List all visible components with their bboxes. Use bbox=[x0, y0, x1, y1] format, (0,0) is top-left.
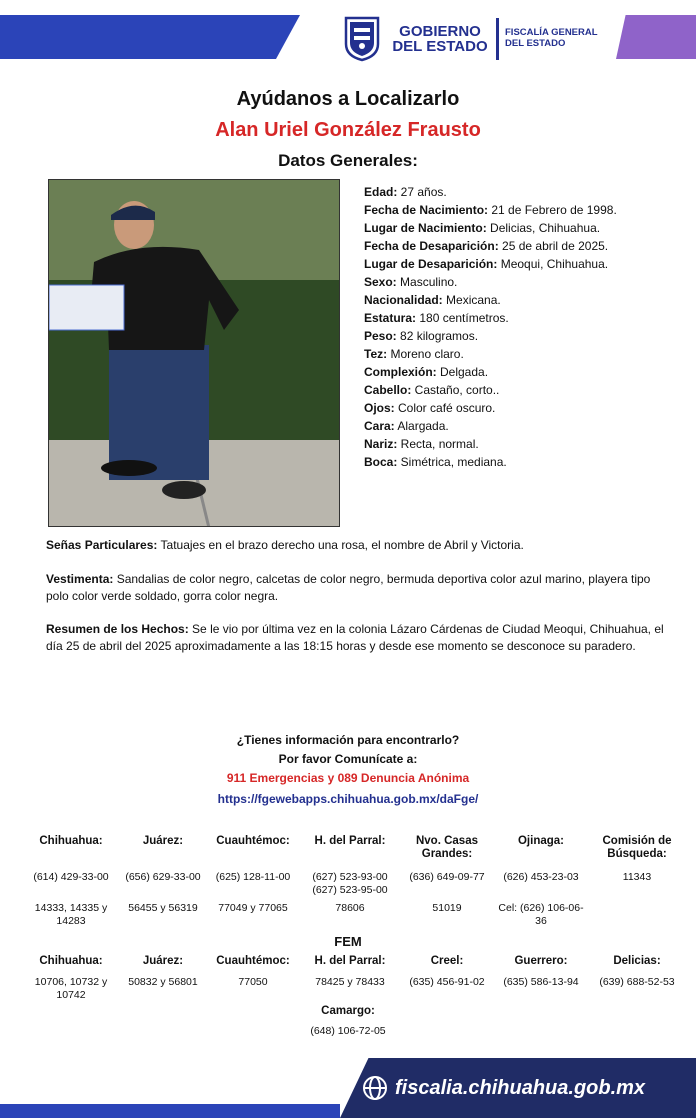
datos-row bbox=[364, 345, 617, 363]
resumen-hechos bbox=[46, 621, 666, 655]
datos-value: Recta, normal. bbox=[397, 437, 479, 451]
office-phone: (614) 429-33-00 bbox=[33, 871, 109, 883]
senas-label: Señas Particulares: bbox=[46, 538, 158, 552]
datos-row bbox=[364, 417, 617, 435]
datos-row bbox=[364, 363, 617, 381]
logo-divider bbox=[496, 18, 499, 60]
header-blue-bar bbox=[0, 15, 300, 59]
fem-header: Chihuahua: bbox=[39, 955, 103, 967]
datos-row bbox=[364, 309, 617, 327]
datos-label: Complexión: bbox=[364, 365, 437, 379]
office-phone: (627) 523-93-00 (627) 523-95-00 bbox=[312, 871, 388, 896]
datos-label: Boca: bbox=[364, 455, 398, 469]
datos-label: Cara: bbox=[364, 419, 395, 433]
contact-please: Por favor Comunícate a: bbox=[278, 752, 418, 766]
datos-value: 27 años. bbox=[397, 185, 447, 199]
fiscalia-logo-text bbox=[505, 27, 598, 49]
footer-website-link[interactable]: fiscalia.chihuahua.gob.mx bbox=[395, 1077, 646, 1099]
page-title: Ayúdanos a Localizarlo bbox=[236, 88, 460, 110]
datos-label: Edad: bbox=[364, 185, 398, 199]
datos-label: Lugar de Nacimiento: bbox=[364, 221, 487, 235]
camargo-label: Camargo: bbox=[321, 1005, 375, 1017]
datos-row bbox=[364, 273, 617, 291]
datos-row bbox=[364, 237, 617, 255]
fem-header: Juárez: bbox=[142, 955, 184, 967]
datos-label: Nariz: bbox=[364, 437, 398, 451]
datos-value: Color café oscuro. bbox=[394, 401, 496, 415]
datos-value: Castaño, corto.. bbox=[411, 383, 500, 397]
office-extension: 51019 bbox=[432, 902, 462, 914]
datos-generales-heading: Datos Generales: bbox=[278, 151, 418, 170]
fiscalia-line1: FISCALÍA GENERAL bbox=[505, 27, 598, 38]
fem-value: (635) 456-91-02 bbox=[409, 976, 485, 988]
office-header: H. del Parral: bbox=[314, 835, 386, 847]
senas-value: Tatuajes en el brazo derecho una rosa, el nombre de Abril y Victoria. bbox=[157, 538, 524, 552]
datos-label: Fecha de Nacimiento: bbox=[364, 203, 489, 217]
datos-value: 21 de Febrero de 1998. bbox=[488, 203, 617, 217]
datos-value: Alargada. bbox=[394, 419, 449, 433]
datos-label: Fecha de Desaparición: bbox=[364, 239, 499, 253]
emergency-numbers: 911 Emergencias y 089 Denuncia Anónima bbox=[226, 771, 470, 785]
fem-value: 10706, 10732 y 10742 bbox=[34, 976, 108, 1001]
office-extension: 78606 bbox=[335, 902, 365, 914]
fem-header: Cuauhtémoc: bbox=[216, 955, 290, 967]
gov-line1: GOBIERNO bbox=[399, 23, 481, 40]
fem-value: 50832 y 56801 bbox=[128, 976, 198, 988]
datos-value: Meoqui, Chihuahua. bbox=[497, 257, 609, 271]
office-extension: 77049 y 77065 bbox=[218, 902, 288, 914]
datos-label: Peso: bbox=[364, 329, 397, 343]
contact-question: ¿Tienes información para encontrarlo? bbox=[236, 733, 460, 747]
office-header: Nvo. Casas Grandes: bbox=[415, 835, 478, 860]
datos-value: 82 kilogramos. bbox=[396, 329, 479, 343]
datos-value: Delgada. bbox=[436, 365, 489, 379]
datos-row bbox=[364, 255, 617, 273]
fem-header: Creel: bbox=[430, 955, 464, 967]
camargo-phone: (648) 106-72-05 bbox=[310, 1025, 386, 1037]
datos-list bbox=[364, 183, 617, 471]
datos-label: Estatura: bbox=[364, 311, 417, 325]
datos-value: Delicias, Chihuahua. bbox=[486, 221, 601, 235]
office-extension: 14333, 14335 y 14283 bbox=[34, 902, 108, 927]
vestimenta-value: Sandalias de color negro, calcetas de color negro, bermuda deportiva color azul marino, playera tipo polo color verde soldado, gorra color negra. bbox=[46, 572, 651, 603]
fem-value: 77050 bbox=[238, 976, 268, 988]
gov-line2: DEL ESTADO bbox=[392, 38, 488, 55]
datos-row bbox=[364, 453, 617, 471]
fem-header: Guerrero: bbox=[514, 955, 568, 967]
datos-value: Masculino. bbox=[396, 275, 458, 289]
fem-value: (639) 688-52-53 bbox=[599, 976, 675, 988]
datos-row bbox=[364, 399, 617, 417]
datos-value: 25 de abril de 2025. bbox=[498, 239, 609, 253]
datos-row bbox=[364, 201, 617, 219]
datos-label: Ojos: bbox=[364, 401, 395, 415]
office-phone: (625) 128-11-00 bbox=[215, 871, 291, 883]
office-header: Juárez: bbox=[142, 835, 184, 847]
datos-value: Simétrica, mediana. bbox=[397, 455, 507, 469]
vestimenta bbox=[46, 571, 666, 605]
datos-row bbox=[364, 219, 617, 237]
datos-label: Nacionalidad: bbox=[364, 293, 443, 307]
datos-value: 180 centímetros. bbox=[416, 311, 509, 325]
person-name: Alan Uriel González Frausto bbox=[215, 119, 481, 141]
resumen-value: Se le vio por última vez en la colonia Lázaro Cárdenas de Ciudad Meoqui, Chihuahua, el día 25 de abril del 2025 aproximadamente a las 18:15 horas y desde ese momento se desconoce su paradero. bbox=[46, 622, 664, 653]
datos-label: Lugar de Desaparición: bbox=[364, 257, 498, 271]
vestimenta-label: Vestimenta: bbox=[46, 572, 114, 586]
header-purple-bar bbox=[616, 15, 696, 59]
datos-row bbox=[364, 435, 617, 453]
fem-header: Delicias: bbox=[613, 955, 661, 967]
datos-value: Moreno claro. bbox=[387, 347, 464, 361]
government-logo-text bbox=[390, 24, 490, 54]
office-header: Chihuahua: bbox=[39, 835, 103, 847]
office-header: Ojinaga: bbox=[517, 835, 564, 847]
person-photo bbox=[48, 179, 340, 527]
fem-header: H. del Parral: bbox=[314, 955, 386, 967]
fem-value: 78425 y 78433 bbox=[315, 976, 385, 988]
senas-particulares bbox=[46, 537, 666, 554]
datos-label: Cabello: bbox=[364, 383, 412, 397]
fiscalia-line2: DEL ESTADO bbox=[505, 38, 566, 49]
office-extension: Cel: (626) 106-06-36 bbox=[498, 902, 584, 927]
office-extension: 56455 y 56319 bbox=[128, 902, 198, 914]
datos-label: Sexo: bbox=[364, 275, 397, 289]
office-phone: 11343 bbox=[622, 871, 652, 883]
datos-row bbox=[364, 327, 617, 345]
office-phone: (656) 629-33-00 bbox=[125, 871, 201, 883]
office-header: Comisión de Búsqueda: bbox=[602, 835, 672, 860]
fem-value: (635) 586-13-94 bbox=[503, 976, 579, 988]
footer-blue-bar bbox=[0, 1104, 340, 1118]
fem-title: FEM bbox=[334, 934, 362, 949]
datos-row bbox=[364, 291, 617, 309]
state-seal-icon bbox=[342, 14, 382, 62]
datos-row bbox=[364, 183, 617, 201]
datos-row bbox=[364, 381, 617, 399]
resumen-label: Resumen de los Hechos: bbox=[46, 622, 189, 636]
datos-value: Mexicana. bbox=[442, 293, 501, 307]
office-phone: (636) 649-09-77 bbox=[409, 871, 485, 883]
datos-label: Tez: bbox=[364, 347, 388, 361]
globe-icon bbox=[362, 1075, 388, 1101]
office-phone: (626) 453-23-03 bbox=[503, 871, 579, 883]
report-url-link[interactable]: https://fgewebapps.chihuahua.gob.mx/daFge/ bbox=[217, 792, 479, 806]
office-header: Cuauhtémoc: bbox=[216, 835, 290, 847]
